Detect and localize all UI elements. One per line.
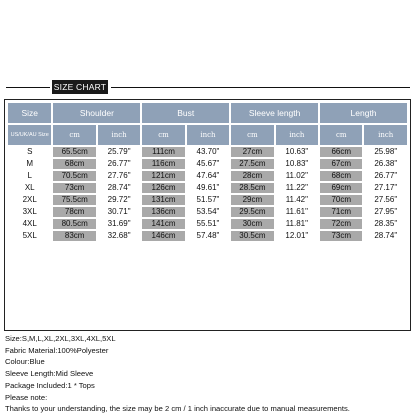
size-cell: S: [27, 147, 33, 156]
bust-inch-cell: 49.61": [187, 183, 229, 193]
note-line: Thanks to your understanding, the size may be 2 cm / 1 inch inaccurate due to manual measurements.: [5, 404, 350, 414]
table-row: [8, 231, 407, 241]
sleeve-cm-cell: 27.5cm: [231, 159, 273, 169]
note-line: Colour:Blue: [5, 357, 45, 367]
length-cm-cell: 72cm: [320, 219, 362, 229]
shoulder-cm-cell: 65.5cm: [53, 147, 95, 157]
table-row: [8, 207, 407, 217]
length-cm-cell: 68cm: [320, 171, 362, 181]
size-cell: 3XL: [22, 207, 37, 216]
shoulder-inch-cell: 31.69": [98, 219, 140, 229]
sleeve-cm-cell: 28cm: [231, 171, 273, 181]
sleeve-inch-cell: 11.42": [276, 195, 318, 205]
size-cell: L: [27, 171, 32, 180]
length-inch-cell: 26.38": [364, 159, 407, 169]
bust-inch-cell: 57.48": [187, 231, 229, 241]
length-inch-cell: 27.95": [364, 207, 407, 217]
unit-length-inch: inch: [364, 125, 407, 145]
shoulder-cm-cell: 70.5cm: [53, 171, 95, 181]
table-row: [8, 171, 407, 181]
table-row: [8, 219, 407, 229]
size-cell: 4XL: [22, 219, 37, 228]
length-cm-cell: 73cm: [320, 231, 362, 241]
sleeve-cm-cell: 28.5cm: [231, 183, 273, 193]
length-cm-cell: 71cm: [320, 207, 362, 217]
size-cell: 2XL: [22, 195, 37, 204]
length-inch-cell: 27.17": [364, 183, 407, 193]
header-size: Size: [8, 103, 51, 123]
note-line: Package Included:1 * Tops: [5, 380, 95, 390]
bust-inch-cell: 53.54": [187, 207, 229, 217]
product-notes: [5, 333, 409, 415]
bust-inch-cell: 43.70": [187, 147, 229, 157]
sleeve-cm-cell: 30.5cm: [231, 231, 273, 241]
length-inch-cell: 25.98": [364, 147, 407, 157]
sleeve-inch-cell: 12.01": [276, 231, 318, 241]
bust-cm-cell: 121cm: [142, 171, 184, 181]
length-cm-cell: 66cm: [320, 147, 362, 157]
note-line: Please note:: [5, 392, 48, 402]
bust-inch-cell: 47.64": [187, 171, 229, 181]
table-row: [8, 195, 407, 205]
sleeve-cm-cell: 30cm: [231, 219, 273, 229]
shoulder-inch-cell: 28.74": [98, 183, 140, 193]
shoulder-inch-cell: 32.68": [98, 231, 140, 241]
sleeve-inch-cell: 11.81": [276, 219, 318, 229]
sleeve-inch-cell: 11.02": [276, 171, 318, 181]
length-inch-cell: 28.35": [364, 219, 407, 229]
size-table-body: [8, 147, 407, 241]
shoulder-cm-cell: 75.5cm: [53, 195, 95, 205]
size-table: [6, 101, 409, 243]
length-cm-cell: 67cm: [320, 159, 362, 169]
note-line: Size:S,M,L,XL,2XL,3XL,4XL,5XL: [5, 334, 116, 343]
size-cell: 5XL: [22, 231, 37, 240]
shoulder-cm-cell: 78cm: [53, 207, 95, 217]
bust-cm-cell: 131cm: [142, 195, 184, 205]
sleeve-cm-cell: 29.5cm: [231, 207, 273, 217]
bust-cm-cell: 126cm: [142, 183, 184, 193]
table-row: [8, 147, 407, 157]
shoulder-cm-cell: 83cm: [53, 231, 95, 241]
title-rule-left: [6, 87, 50, 88]
sleeve-inch-cell: 10.83": [276, 159, 318, 169]
shoulder-cm-cell: 73cm: [53, 183, 95, 193]
bust-cm-cell: 146cm: [142, 231, 184, 241]
unit-shoulder-cm: cm: [53, 125, 95, 145]
table-row: [8, 183, 407, 193]
bust-inch-cell: 51.57": [187, 195, 229, 205]
shoulder-inch-cell: 30.71": [98, 207, 140, 217]
unit-length-cm: cm: [320, 125, 362, 145]
size-cell: M: [26, 159, 34, 168]
sleeve-inch-cell: 11.22": [276, 183, 318, 193]
size-cell: XL: [24, 183, 35, 192]
unit-sleeve-cm: cm: [231, 125, 273, 145]
header-shoulder: Shoulder: [53, 103, 140, 123]
shoulder-inch-cell: 25.79": [98, 147, 140, 157]
table-row: [8, 159, 407, 169]
title-rule-right: [111, 87, 410, 88]
sleeve-cm-cell: 27cm: [231, 147, 273, 157]
header-size-key: US/UK/AU Size: [8, 125, 51, 145]
length-cm-cell: 70cm: [320, 195, 362, 205]
sleeve-inch-cell: 10.63": [276, 147, 318, 157]
shoulder-inch-cell: 27.76": [98, 171, 140, 181]
length-inch-cell: 26.77": [364, 171, 407, 181]
shoulder-inch-cell: 26.77": [98, 159, 140, 169]
shoulder-inch-cell: 29.72": [98, 195, 140, 205]
header-bust: Bust: [142, 103, 229, 123]
sleeve-cm-cell: 29cm: [231, 195, 273, 205]
bust-inch-cell: 45.67": [187, 159, 229, 169]
shoulder-cm-cell: 68cm: [53, 159, 95, 169]
shoulder-cm-cell: 80.5cm: [53, 219, 95, 229]
bust-cm-cell: 141cm: [142, 219, 184, 229]
header-length: Length: [320, 103, 407, 123]
bust-cm-cell: 136cm: [142, 207, 184, 217]
length-inch-cell: 28.74": [364, 231, 407, 241]
header-sleeve-length: Sleeve length: [231, 103, 318, 123]
unit-sleeve-inch: inch: [276, 125, 318, 145]
size-chart-title-row: [6, 79, 410, 95]
unit-bust-inch: inch: [187, 125, 229, 145]
size-chart-title: SIZE CHART: [53, 82, 107, 92]
length-cm-cell: 69cm: [320, 183, 362, 193]
length-inch-cell: 27.56": [364, 195, 407, 205]
note-line: Sleeve Length:Mid Sleeve: [5, 369, 94, 379]
unit-shoulder-inch: inch: [98, 125, 140, 145]
bust-cm-cell: 111cm: [142, 147, 184, 157]
note-line: Fabric Material:100%Polyester: [5, 345, 109, 355]
bust-cm-cell: 116cm: [142, 159, 184, 169]
unit-bust-cm: cm: [142, 125, 184, 145]
sleeve-inch-cell: 11.61": [276, 207, 318, 217]
bust-inch-cell: 55.51": [187, 219, 229, 229]
